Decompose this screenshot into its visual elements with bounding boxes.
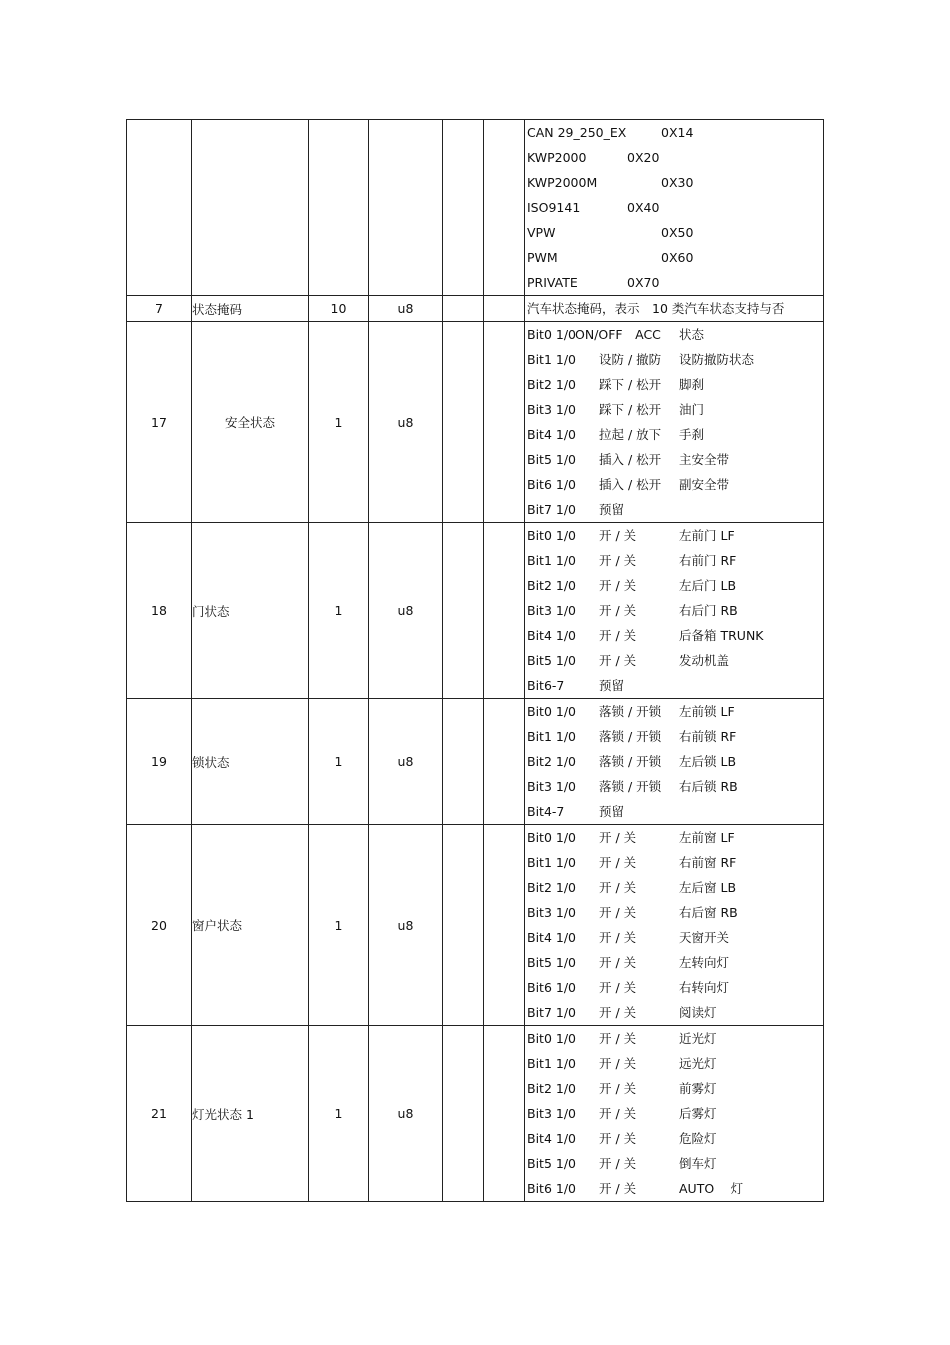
bit-value: 0X20 <box>627 150 660 165</box>
description-line <box>525 699 823 724</box>
bit-label: Bit5 1/0 <box>527 1156 576 1171</box>
row-description <box>525 1026 824 1202</box>
bit-label: Bit7 1/0 <box>527 1005 576 1020</box>
empty-cell <box>443 296 484 322</box>
bit-value: ON/OFF ACC <box>575 327 661 342</box>
bit-value: 踩下 / 松开 <box>599 402 662 417</box>
description-line <box>525 447 823 472</box>
description-line <box>525 875 823 900</box>
bit-label: Bit6-7 <box>527 678 565 693</box>
bit-label: Bit3 1/0 <box>527 779 576 794</box>
bit-meaning: 设防撤防状态 <box>679 352 755 367</box>
row-name: 窗户状态 <box>192 825 309 1026</box>
spec-table <box>126 119 824 1202</box>
table-row <box>127 825 824 1026</box>
empty-cell <box>484 699 525 825</box>
bit-meaning: 油门 <box>679 402 705 417</box>
description-line <box>525 170 823 195</box>
empty-cell <box>443 523 484 699</box>
bit-meaning: 副安全带 <box>679 477 730 492</box>
bit-meaning: 前雾灯 <box>679 1081 717 1096</box>
row-description <box>525 296 824 322</box>
row-name: 安全状态 <box>192 322 309 523</box>
bit-label: Bit2 1/0 <box>527 754 576 769</box>
bit-label: Bit0 1/0 <box>527 1031 576 1046</box>
bit-label: PRIVATE <box>527 275 578 290</box>
row-name: 门状态 <box>192 523 309 699</box>
bit-value: 开 / 关 <box>599 603 637 618</box>
bit-value: 落锁 / 开锁 <box>599 779 662 794</box>
description-line <box>525 673 823 698</box>
row-description <box>525 825 824 1026</box>
bit-label: Bit1 1/0 <box>527 352 576 367</box>
bit-value: 开 / 关 <box>599 628 637 643</box>
empty-cell <box>484 120 525 296</box>
empty-cell <box>484 825 525 1026</box>
bit-label: ISO9141 <box>527 200 581 215</box>
description-line <box>525 1051 823 1076</box>
bit-value: 落锁 / 开锁 <box>599 704 662 719</box>
bit-meaning: 天窗开关 <box>679 930 730 945</box>
bit-meaning: 左转向灯 <box>679 955 730 970</box>
description-line <box>525 825 823 850</box>
row-name <box>192 120 309 296</box>
description-line <box>525 347 823 372</box>
bit-meaning: 后雾灯 <box>679 1106 717 1121</box>
bit-value: 开 / 关 <box>599 1005 637 1020</box>
bit-label: KWP2000 <box>527 150 587 165</box>
bit-value: 落锁 / 开锁 <box>599 729 662 744</box>
bit-meaning: 右前锁 RF <box>679 729 737 744</box>
bit-meaning: 左前门 LF <box>679 528 735 543</box>
description-line <box>525 749 823 774</box>
bit-label: KWP2000M <box>527 175 598 190</box>
bit-meaning: 左后窗 LB <box>679 880 737 895</box>
bit-meaning: 右后门 RB <box>679 603 738 618</box>
bit-value: 拉起 / 放下 <box>599 427 662 442</box>
bit-label: Bit4 1/0 <box>527 628 576 643</box>
bit-value: 踩下 / 松开 <box>599 377 662 392</box>
bit-label: Bit6 1/0 <box>527 980 576 995</box>
bit-value: 开 / 关 <box>599 1156 637 1171</box>
bit-label: Bit3 1/0 <box>527 402 576 417</box>
bit-meaning: 主安全带 <box>679 452 730 467</box>
row-type: u8 <box>369 296 443 322</box>
bit-value: 开 / 关 <box>599 955 637 970</box>
row-number: 19 <box>127 699 192 825</box>
bit-label: Bit6 1/0 <box>527 477 576 492</box>
bit-meaning: 0X50 <box>661 225 694 240</box>
bit-meaning: 0X14 <box>661 125 694 140</box>
bit-label: Bit3 1/0 <box>527 1106 576 1121</box>
bit-label: Bit1 1/0 <box>527 855 576 870</box>
bit-label: Bit2 1/0 <box>527 377 576 392</box>
empty-cell <box>484 523 525 699</box>
empty-cell <box>484 1026 525 1202</box>
bit-label: Bit0 1/0 <box>527 830 576 845</box>
bit-value: 开 / 关 <box>599 553 637 568</box>
row-description <box>525 523 824 699</box>
bit-label: Bit4-7 <box>527 804 565 819</box>
row-type <box>369 120 443 296</box>
bit-meaning: 手刹 <box>679 427 705 442</box>
description-line <box>525 397 823 422</box>
description-line <box>525 372 823 397</box>
description-line <box>525 548 823 573</box>
bit-value: 开 / 关 <box>599 1081 637 1096</box>
description-line <box>525 925 823 950</box>
bit-label: Bit7 1/0 <box>527 502 576 517</box>
description-line <box>525 950 823 975</box>
bit-value: 预留 <box>599 502 625 517</box>
bit-label: Bit0 1/0 <box>527 704 576 719</box>
bit-label: Bit1 1/0 <box>527 1056 576 1071</box>
bit-label: Bit3 1/0 <box>527 905 576 920</box>
bit-meaning: 倒车灯 <box>679 1156 717 1171</box>
bit-value: 开 / 关 <box>599 830 637 845</box>
bit-label: Bit3 1/0 <box>527 603 576 618</box>
row-length: 1 <box>309 825 369 1026</box>
bit-label: Bit2 1/0 <box>527 880 576 895</box>
bit-value: 开 / 关 <box>599 930 637 945</box>
description-line <box>525 270 823 295</box>
row-number: 21 <box>127 1026 192 1202</box>
empty-cell <box>443 699 484 825</box>
bit-label: Bit0 1/0 <box>527 528 576 543</box>
description-line <box>525 1076 823 1101</box>
row-description <box>525 120 824 296</box>
bit-meaning: 危险灯 <box>679 1131 717 1146</box>
description-line <box>525 1176 823 1201</box>
bit-label: Bit4 1/0 <box>527 930 576 945</box>
description-line <box>525 900 823 925</box>
bit-meaning: 发动机盖 <box>679 653 730 668</box>
bit-value: 开 / 关 <box>599 1031 637 1046</box>
empty-cell <box>484 296 525 322</box>
bit-meaning: 脚刹 <box>679 377 705 392</box>
description-line <box>525 1000 823 1025</box>
bit-value: 0X70 <box>627 275 660 290</box>
row-number <box>127 120 192 296</box>
row-description <box>525 322 824 523</box>
bit-meaning: 左前窗 LF <box>679 830 735 845</box>
bit-value: 开 / 关 <box>599 880 637 895</box>
description-line <box>525 598 823 623</box>
row-description <box>525 699 824 825</box>
table-row <box>127 699 824 825</box>
bit-label: Bit5 1/0 <box>527 452 576 467</box>
table-row <box>127 322 824 523</box>
row-number: 18 <box>127 523 192 699</box>
bit-value: 开 / 关 <box>599 855 637 870</box>
empty-cell <box>443 120 484 296</box>
bit-meaning: 右转向灯 <box>679 980 730 995</box>
row-length: 10 <box>309 296 369 322</box>
bit-value: 开 / 关 <box>599 905 637 920</box>
bit-value: 开 / 关 <box>599 1181 637 1196</box>
description-line <box>525 220 823 245</box>
row-name: 灯光状态 1 <box>192 1026 309 1202</box>
bit-meaning: 右前窗 RF <box>679 855 737 870</box>
description-line <box>525 195 823 220</box>
bit-meaning: 左后门 LB <box>679 578 737 593</box>
bit-label: Bit5 1/0 <box>527 955 576 970</box>
bit-value: 预留 <box>599 678 625 693</box>
table-row <box>127 1026 824 1202</box>
bit-meaning: 近光灯 <box>679 1031 717 1046</box>
description-line <box>525 573 823 598</box>
table-row <box>127 296 824 322</box>
row-type: u8 <box>369 1026 443 1202</box>
bit-label: Bit2 1/0 <box>527 1081 576 1096</box>
row-number: 20 <box>127 825 192 1026</box>
row-name: 锁状态 <box>192 699 309 825</box>
description-line <box>525 975 823 1000</box>
bit-label: Bit4 1/0 <box>527 427 576 442</box>
spec-table-body <box>127 120 824 1202</box>
bit-value: 预留 <box>599 804 625 819</box>
row-length: 1 <box>309 1026 369 1202</box>
bit-meaning: 左后锁 LB <box>679 754 737 769</box>
row-name: 状态掩码 <box>192 296 309 322</box>
bit-value: 开 / 关 <box>599 578 637 593</box>
bit-meaning: 右后窗 RB <box>679 905 738 920</box>
description-line <box>525 799 823 824</box>
description-line <box>525 472 823 497</box>
description-line <box>525 497 823 522</box>
bit-meaning: 左前锁 LF <box>679 704 735 719</box>
description-line <box>525 648 823 673</box>
row-length: 1 <box>309 322 369 523</box>
bit-meaning: 阅读灯 <box>679 1005 717 1020</box>
description-line <box>525 322 823 347</box>
description-text: 汽车状态掩码，表示 10 类汽车状态支持与否 <box>527 301 785 316</box>
bit-label: Bit2 1/0 <box>527 578 576 593</box>
bit-meaning: 右前门 RF <box>679 553 737 568</box>
description-line <box>525 1026 823 1051</box>
bit-label: Bit1 1/0 <box>527 553 576 568</box>
row-length: 1 <box>309 523 369 699</box>
row-number: 17 <box>127 322 192 523</box>
empty-cell <box>443 825 484 1026</box>
row-type: u8 <box>369 523 443 699</box>
description-line <box>525 422 823 447</box>
bit-label: VPW <box>527 225 556 240</box>
bit-meaning: 远光灯 <box>679 1056 717 1071</box>
bit-value: 开 / 关 <box>599 1106 637 1121</box>
description-line <box>525 523 823 548</box>
description-line <box>525 623 823 648</box>
row-length <box>309 120 369 296</box>
bit-value: 开 / 关 <box>599 1056 637 1071</box>
bit-value: 落锁 / 开锁 <box>599 754 662 769</box>
empty-cell <box>443 1026 484 1202</box>
bit-value: 0X40 <box>627 200 660 215</box>
description-line <box>525 850 823 875</box>
bit-value: 开 / 关 <box>599 1131 637 1146</box>
bit-label: CAN 29_250_EX <box>527 125 627 140</box>
description-line <box>525 245 823 270</box>
bit-value: 插入 / 松开 <box>599 452 662 467</box>
description-line <box>525 1126 823 1151</box>
bit-value: 开 / 关 <box>599 980 637 995</box>
description-line <box>525 120 823 145</box>
empty-cell <box>484 322 525 523</box>
bit-label: Bit4 1/0 <box>527 1131 576 1146</box>
bit-meaning: 状态 <box>679 327 705 342</box>
bit-label: Bit1 1/0 <box>527 729 576 744</box>
bit-value: 开 / 关 <box>599 528 637 543</box>
description-line <box>525 145 823 170</box>
description-line <box>525 1101 823 1126</box>
description-line <box>525 774 823 799</box>
description-line <box>525 724 823 749</box>
bit-meaning: 0X30 <box>661 175 694 190</box>
table-row <box>127 523 824 699</box>
row-length: 1 <box>309 699 369 825</box>
description-line <box>525 1151 823 1176</box>
bit-value: 开 / 关 <box>599 653 637 668</box>
empty-cell <box>443 322 484 523</box>
bit-label: Bit0 1/0 <box>527 327 576 342</box>
bit-value: 插入 / 松开 <box>599 477 662 492</box>
bit-meaning: 0X60 <box>661 250 694 265</box>
bit-meaning: AUTO 灯 <box>679 1181 744 1196</box>
row-number: 7 <box>127 296 192 322</box>
table-row <box>127 120 824 296</box>
row-type: u8 <box>369 322 443 523</box>
bit-label: Bit6 1/0 <box>527 1181 576 1196</box>
bit-meaning: 右后锁 RB <box>679 779 738 794</box>
row-type: u8 <box>369 825 443 1026</box>
bit-value: 设防 / 撤防 <box>599 352 662 367</box>
bit-label: Bit5 1/0 <box>527 653 576 668</box>
bit-label: PWM <box>527 250 558 265</box>
bit-meaning: 后备箱 TRUNK <box>679 628 764 643</box>
row-type: u8 <box>369 699 443 825</box>
